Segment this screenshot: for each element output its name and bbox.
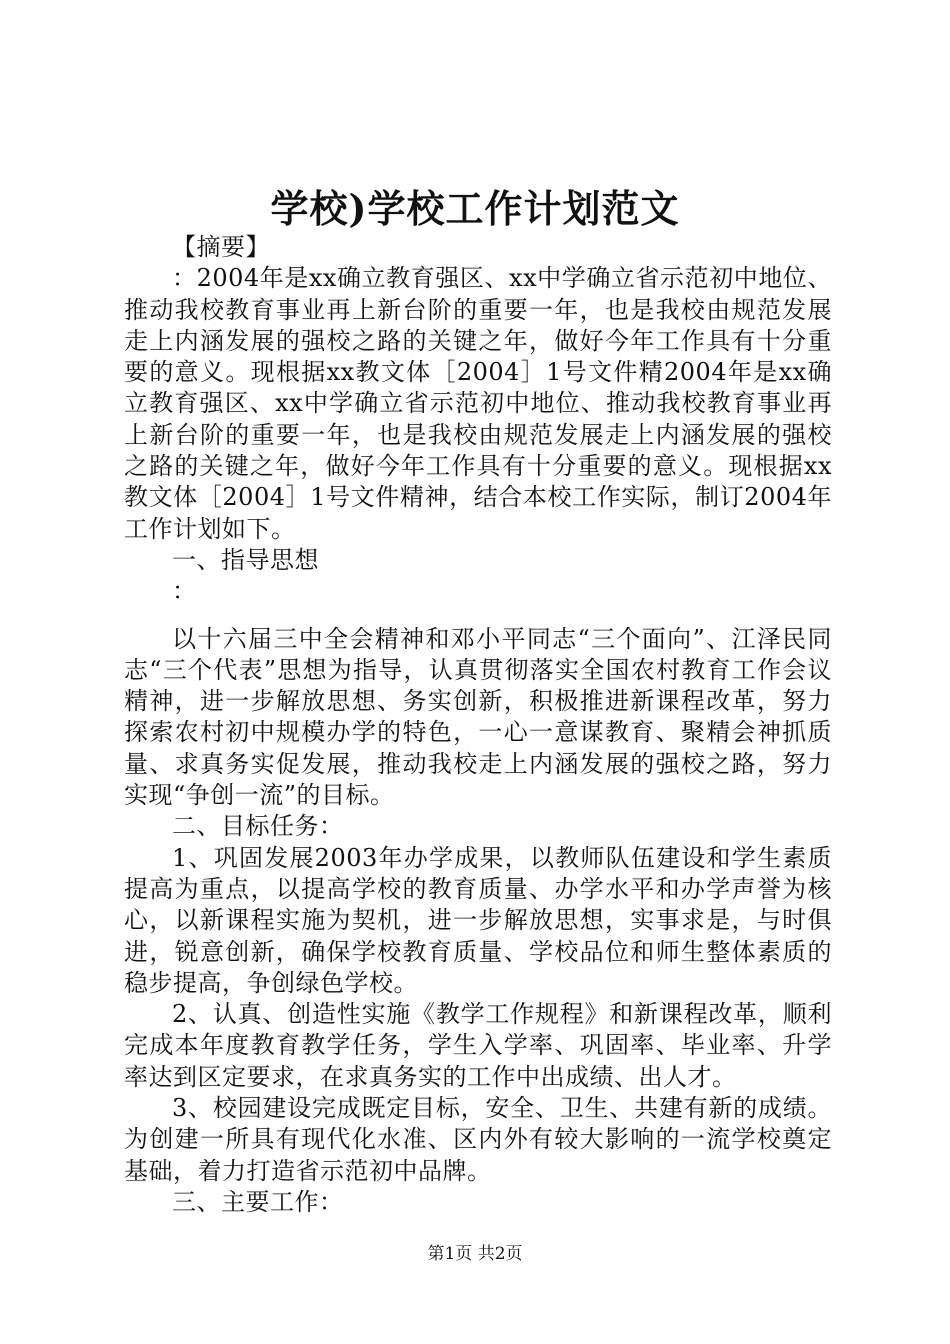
section-heading-goals: 二、目标任务： bbox=[172, 812, 344, 841]
section-heading-guiding-ideology: 一、指导思想 bbox=[172, 545, 319, 574]
guiding-ideology-paragraph: 以十六届三中全会精神和邓小平同志“三个面向”、江泽民同志“三个代表”思想为指导，认真贯彻落实全国农村教育工作会议精神，进一步解放思想、务实创新，积极推进新课程改革，努力探索农村初中规模办学的特色，一心一意谋教育、聚精会神抓质量、求真务实促发展，推动我校走上内涵发展的强校之路，努力实现“争创一流”的目标。 bbox=[124, 624, 832, 810]
colon-line: ： bbox=[172, 577, 197, 606]
page-footer: 第1页 共2页 bbox=[427, 1244, 523, 1264]
goal-item-1: 1、巩固发展2003年办学成果，以教师队伍建设和学生素质提高为重点，以提高学校的教育质量、办学水平和办学声誉为核心，以新课程实施为契机，进一步解放思想，实事求是，与时俱进，锐意创新，确保学校教育质量、学校品位和师生整体素质的稳步提高，争创绿色学校。 bbox=[124, 843, 832, 997]
abstract-heading: 【摘要】 bbox=[172, 233, 270, 261]
section-heading-main-work: 三、主要工作： bbox=[172, 1187, 344, 1216]
spacer bbox=[124, 608, 832, 624]
goal-item-2: 2、认真、创造性实施《教学工作规程》和新课程改革，顺利完成本年度教育教学任务，学生入学率、巩固率、毕业率、升学率达到区定要求，在求真务实的工作中出成绩、出人才。 bbox=[124, 1000, 832, 1091]
abstract-paragraph: ：2004年是xx确立教育强区、xx中学确立省示范初中地位、推动我校教育事业再上新台阶的重要一年，也是我校由规范发展走上内涵发展的强校之路的关键之年，做好今年工作具有十分重要的意义。现根据xx教文体［2004］1号文件精2004年是xx确立教育强区、xx中学确立省示范初中地位、推动我校教育事业再上新台阶的重要一年，也是我校由规范发展走上内涵发展的强校之路的关键之年，做好今年工作具有十分重要的意义。现根据xx教文体［2004］1号文件精神，结合本校工作实际，制订2004年工作计划如下。 bbox=[124, 264, 832, 543]
document-body bbox=[124, 232, 832, 1218]
document-title: 学校)学校工作计划范文 bbox=[270, 186, 680, 231]
goal-item-3: 3、校园建设完成既定目标，安全、卫生、共建有新的成绩。为创建一所具有现代化水准、区内外有较大影响的一流学校奠定基础，着力打造省示范初中品牌。 bbox=[124, 1094, 832, 1185]
